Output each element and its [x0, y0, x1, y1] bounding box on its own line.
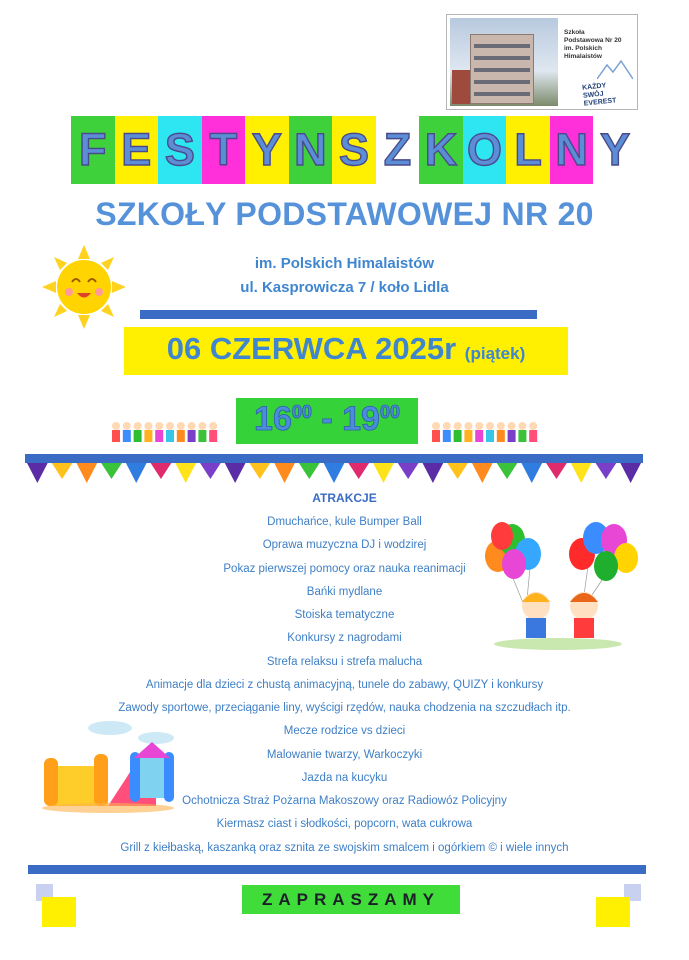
- child-figure: [486, 422, 494, 442]
- mountain-icon: [597, 59, 633, 81]
- bunting-flag: [447, 463, 468, 479]
- end-hour: 19: [342, 400, 380, 438]
- bouncy-castle-illustration: [38, 718, 184, 814]
- bunting-flag: [472, 463, 493, 483]
- bunting-flag: [423, 463, 444, 483]
- event-date-main: 06 CZERWCA 2025r: [166, 331, 457, 366]
- bunting-flag: [620, 463, 641, 483]
- child-figure: [198, 422, 206, 442]
- patron-name: im. Polskich Himalaistów: [254, 255, 435, 272]
- bunting-flag: [225, 463, 246, 483]
- title-letter: E: [115, 116, 159, 184]
- time-banner: [236, 398, 418, 444]
- child-figure: [443, 422, 451, 442]
- child-figure: [188, 422, 196, 442]
- bunting-decoration: [25, 463, 643, 491]
- bunting-flag: [373, 463, 394, 483]
- child-figure: [134, 422, 142, 442]
- attraction-item: Malowanie twarzy, Warkoczyki: [266, 748, 423, 761]
- child-figure: [432, 422, 440, 442]
- bunting-flag: [249, 463, 270, 479]
- logo-line: Podstawowa Nr 20: [564, 37, 622, 44]
- bunting-flag: [398, 463, 419, 479]
- title-letter: F: [71, 116, 115, 184]
- divider-bar: [28, 865, 646, 874]
- title-letter: Y: [593, 116, 637, 184]
- invite-banner: [242, 885, 460, 914]
- bunting-flag: [546, 463, 567, 479]
- logo-motto-line: KAŻDY: [581, 82, 607, 92]
- attraction-item: Mecze rodzice vs dzieci: [283, 725, 406, 738]
- child-figure: [475, 422, 483, 442]
- divider-bar: [140, 310, 537, 319]
- attraction-item: Jazda na kucyku: [301, 771, 388, 784]
- poster-title: [71, 116, 637, 184]
- child-figure: [508, 422, 516, 442]
- bunting-flag: [596, 463, 617, 479]
- child-figure: [123, 422, 131, 442]
- child-figure: [166, 422, 174, 442]
- event-time: [236, 400, 418, 439]
- attraction-item: Dmuchańce, kule Bumper Ball: [267, 516, 422, 528]
- bunting-flag: [497, 463, 518, 479]
- bunting-flag: [274, 463, 295, 483]
- attraction-item: Pokaz pierwszej pomocy oraz nauka reanimacji: [223, 562, 466, 575]
- child-figure: [177, 422, 185, 442]
- child-figure: [454, 422, 462, 442]
- child-figure: [497, 422, 505, 442]
- school-subtitle: SZKOŁY PODSTAWOWEJ NR 20: [95, 196, 594, 232]
- date-banner: [124, 327, 568, 375]
- bunting-flag: [126, 463, 147, 483]
- child-figure: [518, 422, 526, 442]
- attraction-item: Strefa relaksu i strefa malucha: [266, 655, 423, 668]
- event-day: (piątek): [464, 344, 526, 363]
- attraction-item: Grill z kiełbaską, kaszanką oraz sznita ze swojskim smalcem i ogórkiem © i wiele innych: [120, 841, 569, 854]
- logo-line: im. Polskich: [564, 45, 602, 52]
- children-illustration-left: [110, 418, 222, 446]
- children-illustration-right: [430, 418, 542, 446]
- title-letter: Y: [245, 116, 289, 184]
- attraction-item: Stoiska tematyczne: [294, 609, 395, 621]
- bunting-flag: [101, 463, 122, 479]
- title-letter: T: [202, 116, 246, 184]
- child-figure: [144, 422, 152, 442]
- school-logo: [446, 14, 638, 110]
- bunting-flag: [175, 463, 196, 483]
- bunting-flag: [76, 463, 97, 483]
- attraction-item: Kiermasz ciast i słodkości, popcorn, wata cukrowa: [216, 818, 473, 831]
- child-figure: [155, 422, 163, 442]
- title-letter: L: [506, 116, 550, 184]
- title-letter: N: [289, 116, 333, 184]
- attraction-item: Bańki mydlane: [306, 585, 383, 598]
- logo-motto: [582, 81, 617, 108]
- attraction-item: Animacje dla dzieci z chustą animacyjną, tunele do zabawy, QUIZY i konkursy: [145, 678, 544, 691]
- title-letter: S: [158, 116, 202, 184]
- child-figure: [464, 422, 472, 442]
- bunting-flag: [571, 463, 592, 483]
- bunting-flag: [200, 463, 221, 479]
- bunting-flag: [151, 463, 172, 479]
- bunting-flag: [521, 463, 542, 483]
- logo-motto-line: SWÓJ: [582, 90, 604, 100]
- bunting-flag: [52, 463, 73, 479]
- title-letter: Z: [376, 116, 420, 184]
- time-separator: -: [311, 400, 343, 438]
- logo-line: Himalaistów: [564, 53, 602, 60]
- attraction-item: Oprawa muzyczna DJ i wodzirej: [262, 539, 427, 552]
- logo-motto-line: EVEREST: [583, 97, 617, 108]
- logo-line: Szkoła: [564, 29, 585, 36]
- start-minutes: 00: [291, 402, 312, 422]
- bunting-flag: [299, 463, 320, 479]
- attraction-item: Konkursy z nagrodami: [287, 632, 402, 645]
- decor-square: [596, 897, 630, 927]
- divider-bar: [25, 454, 643, 463]
- logo-school-name: [564, 29, 636, 61]
- title-letter: S: [332, 116, 376, 184]
- attraction-item: Ochotnicza Straż Pożarna Makoszowy oraz Radiowóz Policyjny: [182, 795, 507, 807]
- child-figure: [112, 422, 120, 442]
- balloons-children-illustration: [478, 518, 638, 650]
- bunting-flag: [27, 463, 48, 483]
- title-letter: K: [419, 116, 463, 184]
- school-building-photo: [450, 18, 558, 106]
- child-figure: [529, 422, 537, 442]
- bunting-flag: [324, 463, 345, 483]
- event-date: [124, 331, 568, 367]
- title-letter: N: [550, 116, 594, 184]
- decor-square: [42, 897, 76, 927]
- start-hour: 16: [254, 400, 292, 438]
- bunting-flag: [348, 463, 369, 479]
- school-address: ul. Kasprowicza 7 / koło Lidla: [240, 279, 449, 296]
- end-minutes: 00: [379, 402, 400, 422]
- child-figure: [209, 422, 217, 442]
- attraction-item: Zawody sportowe, przeciąganie liny, wyścigi rzędów, nauka chodzenia na szczudłach itp.: [118, 702, 571, 714]
- attractions-title: ATRAKCJE: [312, 491, 377, 505]
- title-letter: O: [463, 116, 507, 184]
- invite-text: ZAPRASZAMY: [261, 890, 441, 909]
